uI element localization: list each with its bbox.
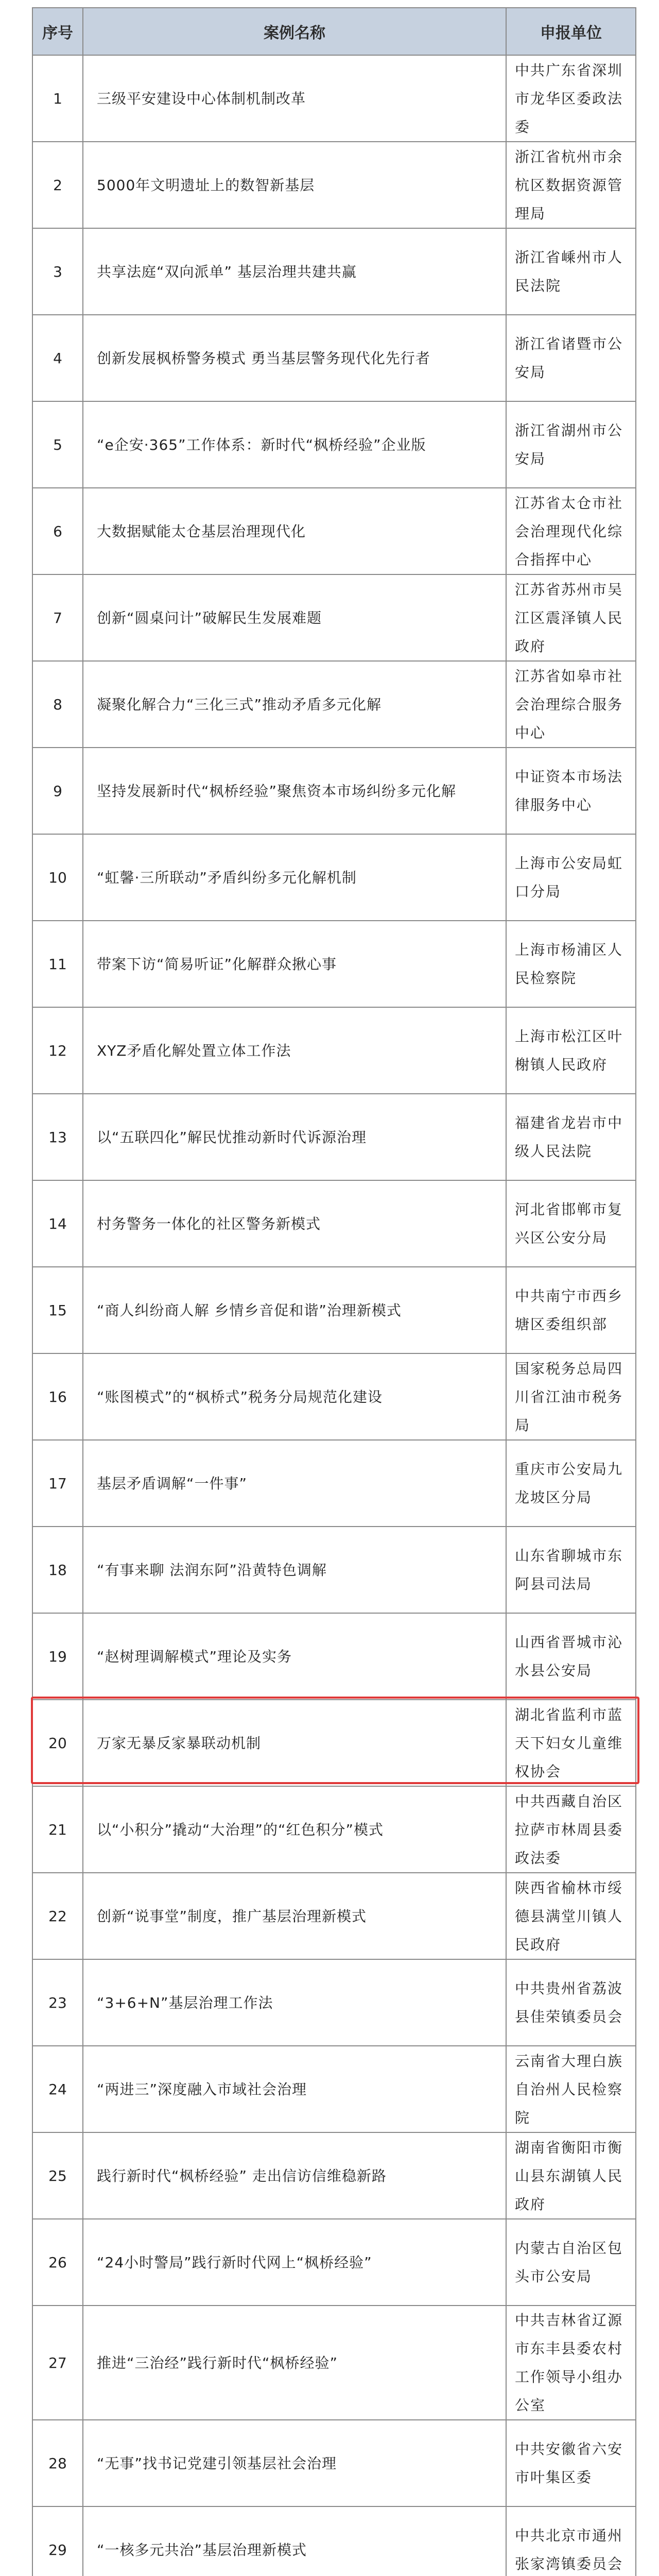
row-number: 25 [32,2132,83,2219]
applicant-unit: 重庆市公安局九龙坡区分局 [506,1440,636,1527]
case-name: “商人纠纷商人解 乡情乡音促和谐”治理新模式 [83,1267,506,1353]
row-number: 15 [32,1267,83,1353]
case-name: “账图模式”的“枫桥式”税务分局规范化建设 [83,1353,506,1440]
case-name: 村务警务一体化的社区警务新模式 [83,1180,506,1267]
row-number: 4 [32,315,83,401]
applicant-unit: 上海市松江区叶榭镇人民政府 [506,1007,636,1094]
row-number: 13 [32,1094,83,1180]
table-row [32,574,636,661]
table-header [32,8,636,55]
table-row [32,228,636,315]
case-name: “3+6+N”基层治理工作法 [83,1959,506,2046]
table-row [32,1353,636,1440]
case-name: “无事”找书记党建引领基层社会治理 [83,2420,506,2506]
table-row [32,2132,636,2219]
applicant-unit: 中共北京市通州张家湾镇委员会 [506,2506,636,2576]
applicant-unit: 中共贵州省荔波县佳荣镇委员会 [506,1959,636,2046]
applicant-unit: 浙江省杭州市余杭区数据资源管理局 [506,142,636,228]
applicant-unit: 浙江省诸暨市公安局 [506,315,636,401]
applicant-unit: 中共西藏自治区拉萨市林周县委政法委 [506,1786,636,1873]
document-page [32,7,635,2576]
applicant-unit: 中共安徽省六安市叶集区委 [506,2420,636,2506]
case-name: 三级平安建设中心体制机制改革 [83,55,506,142]
case-name: “24小时警局”践行新时代网上“枫桥经验” [83,2219,506,2306]
case-name: 万家无暴反家暴联动机制 [83,1700,506,1786]
table-row [32,315,636,401]
case-name: 推进“三治经”践行新时代“枫桥经验” [83,2306,506,2420]
case-name: 凝聚化解合力“三化三式”推动矛盾多元化解 [83,661,506,748]
table-row [32,2506,636,2576]
applicant-unit: 云南省大理白族自治州人民检察院 [506,2046,636,2132]
table-row [32,1786,636,1873]
case-name: 创新发展枫桥警务模式 勇当基层警务现代化先行者 [83,315,506,401]
table-row [32,748,636,834]
header-applicant-unit: 申报单位 [506,8,636,55]
applicant-unit: 山西省晋城市沁水县公安局 [506,1613,636,1700]
table-row [32,1700,636,1786]
row-number: 16 [32,1353,83,1440]
applicant-unit: 浙江省嵊州市人民法院 [506,228,636,315]
case-name: XYZ矛盾化解处置立体工作法 [83,1007,506,1094]
row-number: 12 [32,1007,83,1094]
applicant-unit: 内蒙古自治区包头市公安局 [506,2219,636,2306]
table-body [32,55,636,2576]
applicant-unit: 中证资本市场法律服务中心 [506,748,636,834]
case-table [32,7,636,2576]
table-row [32,1613,636,1700]
table-row [32,488,636,574]
row-number: 9 [32,748,83,834]
applicant-unit: 河北省邯郸市复兴区公安分局 [506,1180,636,1267]
case-name: “两进三”深度融入市域社会治理 [83,2046,506,2132]
case-name: 共享法庭“双向派单” 基层治理共建共赢 [83,228,506,315]
table-row [32,1440,636,1527]
case-name: 以“五联四化”解民忧推动新时代诉源治理 [83,1094,506,1180]
row-number: 26 [32,2219,83,2306]
applicant-unit: 湖南省衡阳市衡山县东湖镇人民政府 [506,2132,636,2219]
table-row [32,1959,636,2046]
applicant-unit: 江苏省如皋市社会治理综合服务中心 [506,661,636,748]
applicant-unit: 江苏省太仓市社会治理现代化综合指挥中心 [506,488,636,574]
header-row [32,8,636,55]
row-number: 6 [32,488,83,574]
applicant-unit: 上海市杨浦区人民检察院 [506,921,636,1007]
case-name: “有事来聊 法润东阿”沿黄特色调解 [83,1527,506,1613]
table-row [32,921,636,1007]
applicant-unit: 福建省龙岩市中级人民法院 [506,1094,636,1180]
applicant-unit: 中共南宁市西乡塘区委组织部 [506,1267,636,1353]
table-row [32,1094,636,1180]
row-number: 18 [32,1527,83,1613]
case-name: 基层矛盾调解“一件事” [83,1440,506,1527]
applicant-unit: 中共广东省深圳市龙华区委政法委 [506,55,636,142]
row-number: 17 [32,1440,83,1527]
case-name: 以“小积分”撬动“大治理”的“红色积分”模式 [83,1786,506,1873]
case-name: “赵树理调解模式”理论及实务 [83,1613,506,1700]
case-name: 创新“圆桌问计”破解民生发展难题 [83,574,506,661]
row-number: 1 [32,55,83,142]
case-name: 创新“说事堂”制度，推广基层治理新模式 [83,1873,506,1959]
row-number: 10 [32,834,83,921]
table-row [32,661,636,748]
applicant-unit: 江苏省苏州市吴江区震泽镇人民政府 [506,574,636,661]
table-row [32,2306,636,2420]
row-number: 19 [32,1613,83,1700]
row-number: 20 [32,1700,83,1786]
table-row [32,834,636,921]
header-no: 序号 [32,8,83,55]
case-name: 带案下访“简易听证”化解群众揪心事 [83,921,506,1007]
table-row [32,1007,636,1094]
row-number: 24 [32,2046,83,2132]
table-row [32,2420,636,2506]
row-number: 2 [32,142,83,228]
row-number: 5 [32,401,83,488]
table-row [32,1873,636,1959]
table-row [32,2219,636,2306]
case-name: “一核多元共治”基层治理新模式 [83,2506,506,2576]
applicant-unit: 山东省聊城市东阿县司法局 [506,1527,636,1613]
row-number: 28 [32,2420,83,2506]
row-number: 23 [32,1959,83,2046]
table-row [32,55,636,142]
table-row [32,1267,636,1353]
applicant-unit: 上海市公安局虹口分局 [506,834,636,921]
case-name: 坚持发展新时代“枫桥经验”聚焦资本市场纠纷多元化解 [83,748,506,834]
case-name: 5000年文明遗址上的数智新基层 [83,142,506,228]
applicant-unit: 中共吉林省辽源市东丰县委农村工作领导小组办公室 [506,2306,636,2420]
table-row [32,401,636,488]
row-number: 22 [32,1873,83,1959]
case-name: 践行新时代“枫桥经验” 走出信访信维稳新路 [83,2132,506,2219]
table-row [32,142,636,228]
row-number: 29 [32,2506,83,2576]
case-name: “虹馨·三所联动”矛盾纠纷多元化解机制 [83,834,506,921]
applicant-unit: 湖北省监利市蓝天下妇女儿童维权协会 [506,1700,636,1786]
row-number: 21 [32,1786,83,1873]
applicant-unit: 国家税务总局四川省江油市税务局 [506,1353,636,1440]
row-number: 8 [32,661,83,748]
row-number: 14 [32,1180,83,1267]
row-number: 3 [32,228,83,315]
table-row [32,1180,636,1267]
case-name: 大数据赋能太仓基层治理现代化 [83,488,506,574]
table-row [32,2046,636,2132]
row-number: 11 [32,921,83,1007]
applicant-unit: 浙江省湖州市公安局 [506,401,636,488]
case-name: “e企安·365”工作体系：新时代“枫桥经验”企业版 [83,401,506,488]
row-number: 27 [32,2306,83,2420]
applicant-unit: 陕西省榆林市绥德县满堂川镇人民政府 [506,1873,636,1959]
table-row [32,1527,636,1613]
header-case-name: 案例名称 [83,8,506,55]
row-number: 7 [32,574,83,661]
